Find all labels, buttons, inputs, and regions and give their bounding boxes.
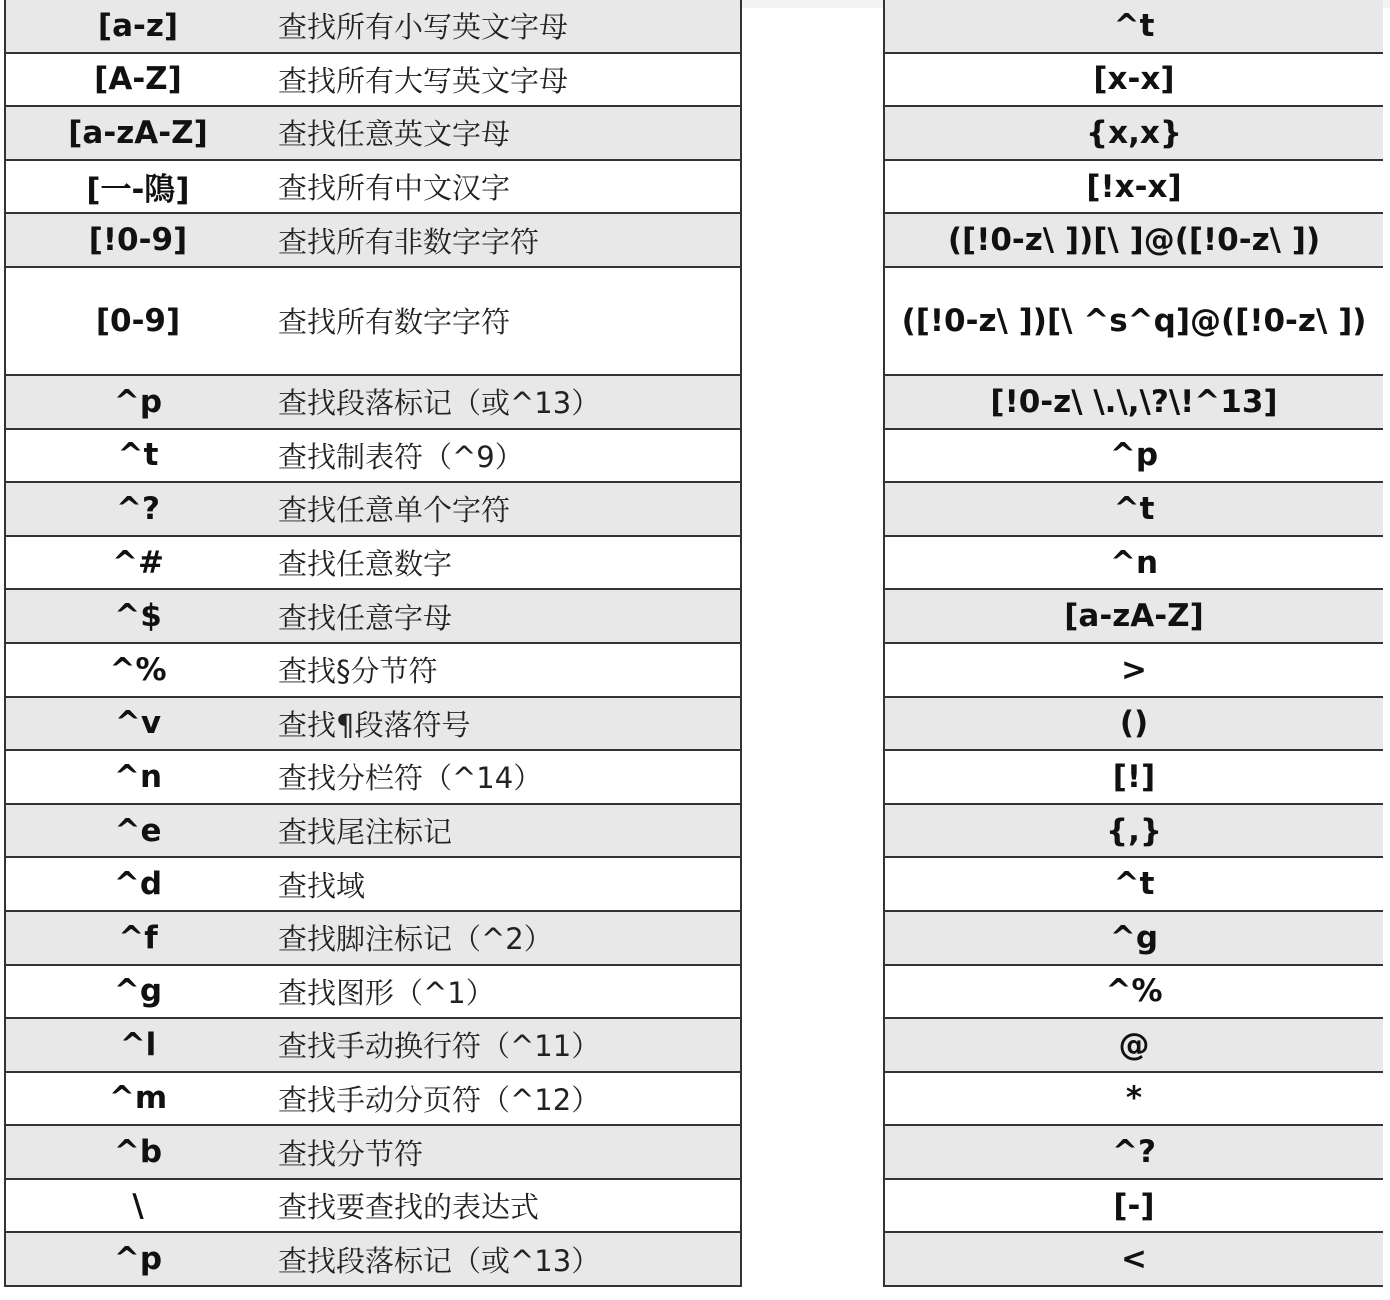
expression-code: [!] (1112, 758, 1156, 795)
table-row (6, 1073, 740, 1127)
wildcard-description: 查找手动分页符（^12） (278, 1082, 601, 1117)
table-row (6, 805, 740, 859)
wildcard-description: 查找所有大写英文字母 (278, 63, 569, 98)
wildcard-description: 查找§分节符 (278, 654, 438, 689)
wildcard-code: [一-隝] (86, 172, 190, 209)
table-row (6, 751, 740, 805)
table-row (885, 966, 1383, 1020)
wildcard-code: [0-9] (95, 302, 181, 339)
table-row (885, 430, 1383, 484)
wildcard-code: ^t (117, 437, 159, 474)
left-table (4, 0, 742, 1287)
table-row (885, 858, 1383, 912)
expression-code: [-] (1113, 1187, 1155, 1224)
wildcard-code: ^l (119, 1026, 157, 1063)
table-row (885, 590, 1383, 644)
table-row (6, 376, 740, 430)
table-row (885, 751, 1383, 805)
table-row (885, 1233, 1383, 1287)
wildcard-code: ^d (113, 866, 163, 903)
wildcard-description: 查找尾注标记 (278, 815, 453, 850)
wildcard-description: 查找¶段落符号 (278, 707, 471, 742)
wildcard-code: ^$ (114, 598, 162, 635)
wildcard-code: [A-Z] (94, 61, 182, 98)
table-row (885, 376, 1383, 430)
expression-code: ^n (1109, 544, 1159, 581)
table-row (6, 54, 740, 108)
wildcard-description: 查找任意数字 (278, 547, 453, 582)
table-row (6, 966, 740, 1020)
table-row (885, 1126, 1383, 1180)
wildcard-code: \ (132, 1187, 144, 1224)
wildcard-code: [!0-9] (88, 222, 188, 259)
table-row (6, 0, 740, 54)
expression-code: {,} (1106, 812, 1162, 849)
wildcard-description: 查找任意字母 (278, 600, 453, 635)
table-row (6, 644, 740, 698)
wildcard-description: 查找域 (278, 868, 366, 903)
wildcard-code: ^? (116, 490, 160, 527)
wildcard-code: ^p (113, 383, 163, 420)
table-row (885, 537, 1383, 591)
table-row (6, 698, 740, 752)
wildcard-description: 查找要查找的表达式 (278, 1190, 540, 1225)
wildcard-description: 查找段落标记（或^13） (278, 386, 601, 421)
table-row (885, 644, 1383, 698)
table-row (6, 1180, 740, 1234)
table-row (885, 1180, 1383, 1234)
wildcard-description: 查找所有小写英文字母 (278, 10, 569, 45)
table-row (6, 537, 740, 591)
table-row (885, 161, 1383, 215)
table-row (885, 1073, 1383, 1127)
table-row (885, 0, 1383, 54)
wildcard-code: ^% (109, 651, 167, 688)
wildcard-code: ^# (112, 544, 164, 581)
right-table (883, 0, 1383, 1287)
wildcard-code: ^g (113, 973, 163, 1010)
expression-code: > (1121, 651, 1147, 688)
expression-code: ^t (1113, 490, 1155, 527)
table-row (6, 858, 740, 912)
wildcard-code: [a-z] (97, 7, 179, 44)
wildcard-description: 查找分栏符（^14） (278, 761, 543, 796)
expression-code: [!0-z\ \.\,\?\!^13] (990, 383, 1278, 420)
expression-code: () (1119, 705, 1149, 742)
table-row (885, 268, 1383, 376)
wildcard-description: 查找所有中文汉字 (278, 171, 511, 206)
expression-code: ^p (1109, 437, 1159, 474)
table-row (6, 107, 740, 161)
table-row (6, 1233, 740, 1287)
table-row (6, 268, 740, 376)
table-row (885, 483, 1383, 537)
wildcard-code: ^n (113, 758, 163, 795)
table-row (885, 912, 1383, 966)
expression-code: ([!0-z\ ])[\ ^s^q]@([!0-z\ ]) (901, 302, 1367, 339)
wildcard-code: ^v (114, 705, 162, 742)
wildcard-description: 查找分节符 (278, 1136, 424, 1171)
expression-code: {x,x} (1086, 114, 1182, 151)
table-row (6, 590, 740, 644)
wildcard-code: ^e (114, 812, 162, 849)
table-row (6, 912, 740, 966)
wildcard-description: 查找图形（^1） (278, 975, 495, 1010)
expression-code: @ (1118, 1026, 1150, 1063)
expression-code: < (1121, 1241, 1147, 1278)
table-row (6, 214, 740, 268)
wildcard-code: [a-zA-Z] (68, 114, 208, 151)
expression-code: [x-x] (1093, 61, 1175, 98)
table-row (6, 1126, 740, 1180)
wildcard-code: ^b (113, 1134, 163, 1171)
expression-code: * (1125, 1080, 1143, 1117)
table-row (6, 1019, 740, 1073)
wildcard-description: 查找制表符（^9） (278, 439, 524, 474)
wildcard-description: 查找所有非数字字符 (278, 224, 540, 259)
wildcard-description: 查找手动换行符（^11） (278, 1029, 601, 1064)
expression-code: ^? (1112, 1134, 1156, 1171)
expression-code: [!x-x] (1086, 168, 1182, 205)
table-row (885, 107, 1383, 161)
expression-code: ^t (1113, 866, 1155, 903)
table-row (885, 805, 1383, 859)
expression-code: ([!0-z\ ])[\ ]@([!0-z\ ]) (947, 222, 1321, 259)
wildcard-description: 查找任意单个字符 (278, 493, 511, 528)
table-row (885, 54, 1383, 108)
table-row (6, 483, 740, 537)
wildcard-description: 查找脚注标记（^2） (278, 922, 553, 957)
expression-code: ^t (1113, 7, 1155, 44)
wildcard-code: ^m (108, 1080, 168, 1117)
expression-code: [a-zA-Z] (1064, 598, 1204, 635)
wildcard-description: 查找所有数字字符 (278, 305, 511, 340)
table-row (885, 214, 1383, 268)
table-row (6, 430, 740, 484)
wildcard-code: ^f (118, 919, 158, 956)
table-row (885, 698, 1383, 752)
table-row (885, 1019, 1383, 1073)
expression-code: ^g (1109, 919, 1159, 956)
wildcard-code: ^p (113, 1241, 163, 1278)
expression-code: ^% (1105, 973, 1163, 1010)
table-row (6, 161, 740, 215)
wildcard-description: 查找任意英文字母 (278, 117, 511, 152)
wildcard-description: 查找段落标记（或^13） (278, 1243, 601, 1278)
